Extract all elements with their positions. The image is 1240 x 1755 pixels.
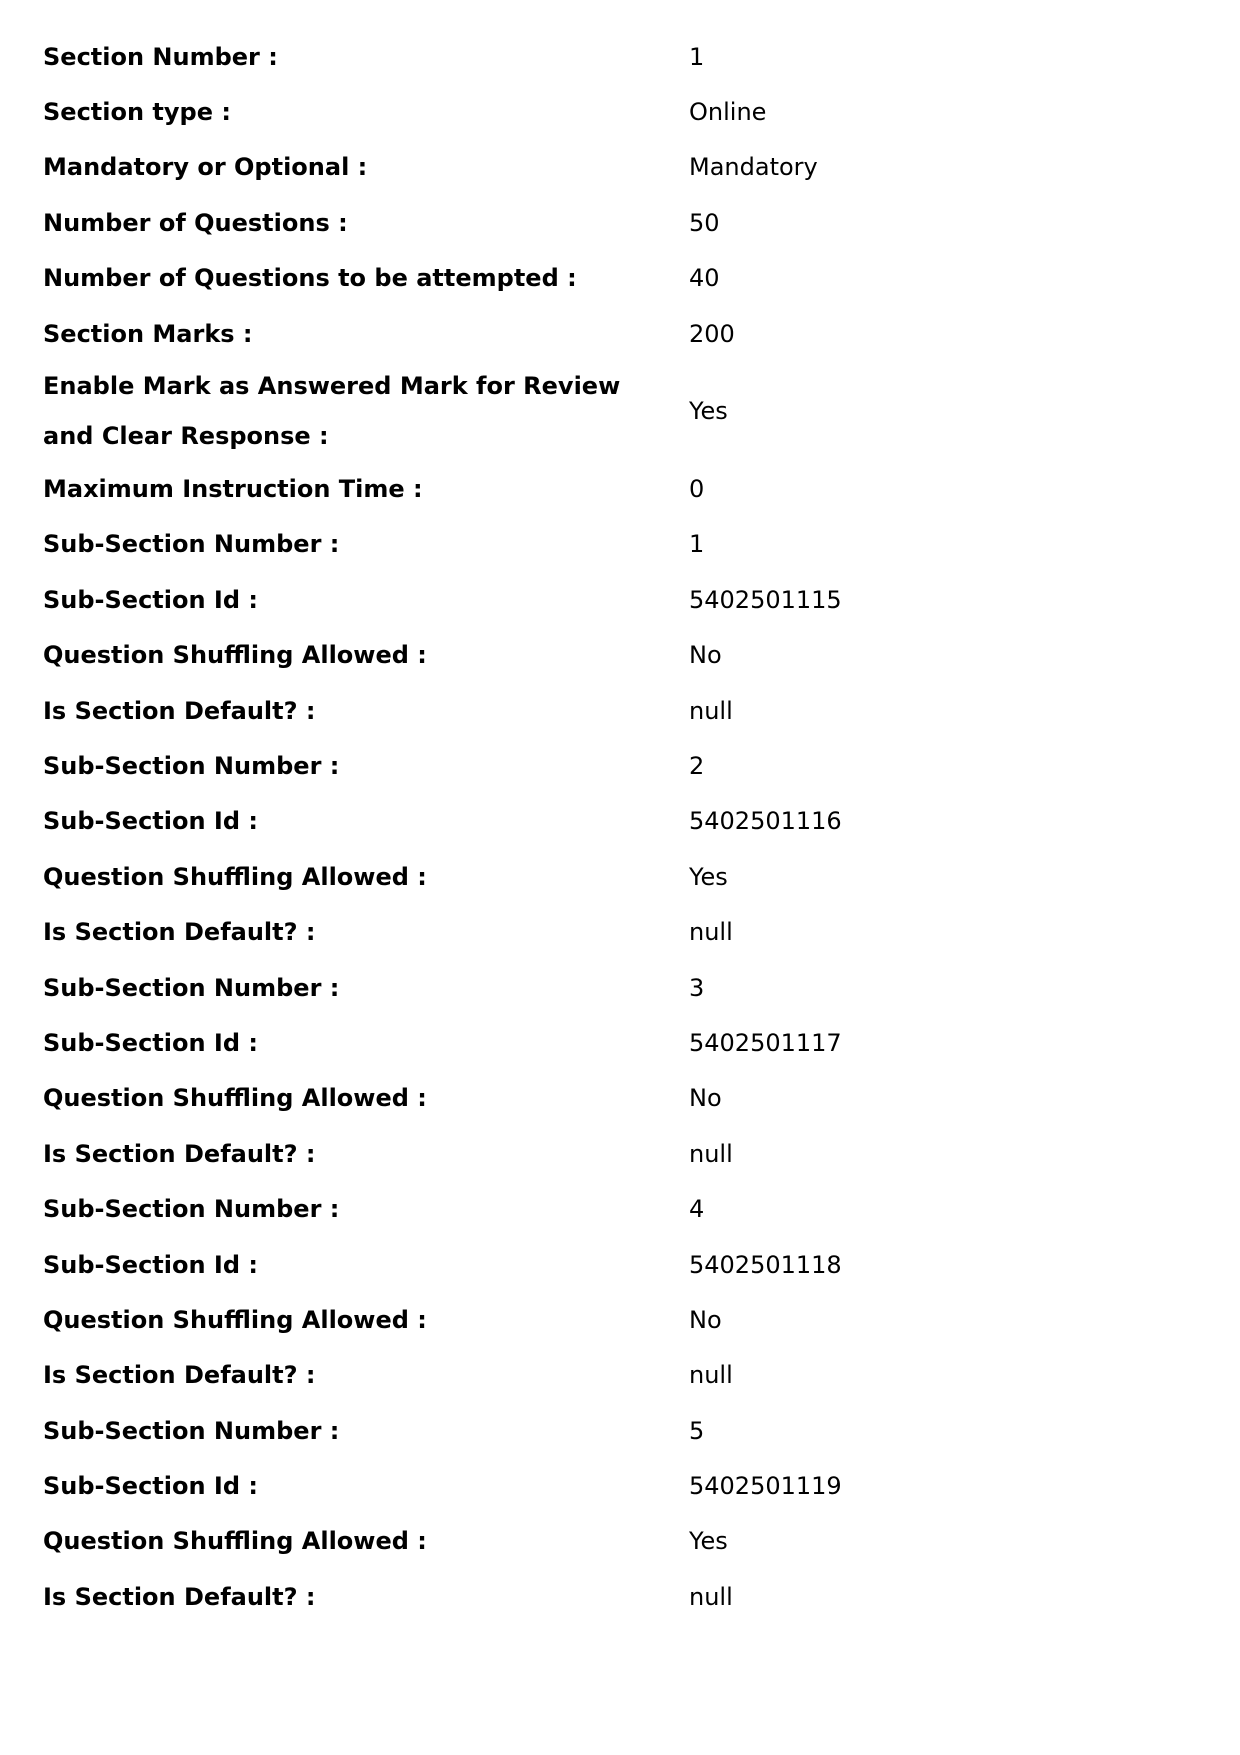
value: 1 bbox=[689, 530, 705, 559]
label: Mandatory or Optional : bbox=[43, 153, 368, 182]
row-sub-section-number bbox=[43, 960, 1193, 1015]
value: 5402501117 bbox=[689, 1028, 842, 1057]
label: Sub-Section Id : bbox=[43, 1028, 258, 1057]
row-question-shuffling bbox=[43, 1514, 1193, 1569]
label: Section Number : bbox=[43, 42, 278, 71]
value: 3 bbox=[689, 973, 705, 1002]
value: 50 bbox=[689, 208, 720, 237]
value: 5 bbox=[689, 1416, 705, 1445]
value: 5402501116 bbox=[689, 807, 842, 836]
row-section-marks bbox=[43, 306, 1193, 361]
label: Is Section Default? : bbox=[43, 1139, 316, 1168]
label: Sub-Section Number : bbox=[43, 530, 340, 559]
label: Is Section Default? : bbox=[43, 918, 316, 947]
value: 200 bbox=[689, 319, 735, 348]
label: Maximum Instruction Time : bbox=[43, 475, 423, 504]
section-details-table bbox=[43, 29, 1193, 1625]
label: Sub-Section Number : bbox=[43, 751, 340, 780]
label: Question Shuffling Allowed : bbox=[43, 1305, 427, 1334]
row-sub-section-id bbox=[43, 1237, 1193, 1292]
value: 2 bbox=[689, 751, 705, 780]
row-enable-mark-as-answered bbox=[43, 361, 1193, 461]
row-question-shuffling bbox=[43, 628, 1193, 683]
row-sub-section-number bbox=[43, 1181, 1193, 1236]
row-sub-section-id bbox=[43, 1015, 1193, 1070]
value: 5402501118 bbox=[689, 1250, 842, 1279]
label: Sub-Section Number : bbox=[43, 1195, 340, 1224]
row-sub-section-number bbox=[43, 517, 1193, 572]
row-mandatory-or-optional bbox=[43, 140, 1193, 195]
value: No bbox=[689, 1305, 722, 1334]
label: Number of Questions : bbox=[43, 208, 348, 237]
row-section-type bbox=[43, 84, 1193, 139]
row-section-number bbox=[43, 29, 1193, 84]
label: Is Section Default? : bbox=[43, 1582, 316, 1611]
value: Yes bbox=[689, 862, 728, 891]
row-question-shuffling bbox=[43, 849, 1193, 904]
label: Number of Questions to be attempted : bbox=[43, 264, 577, 293]
label: Sub-Section Number : bbox=[43, 1416, 340, 1445]
label: Is Section Default? : bbox=[43, 696, 316, 725]
value: null bbox=[689, 1582, 733, 1611]
row-sub-section-id bbox=[43, 1458, 1193, 1513]
value: No bbox=[689, 1084, 722, 1113]
label: Enable Mark as Answered Mark for Review and Clear Response : bbox=[43, 372, 621, 451]
value: 0 bbox=[689, 475, 705, 504]
label: Section type : bbox=[43, 98, 231, 127]
value: 1 bbox=[689, 42, 705, 71]
label: Question Shuffling Allowed : bbox=[43, 641, 427, 670]
label: Sub-Section Number : bbox=[43, 973, 340, 1002]
value: null bbox=[689, 918, 733, 947]
row-question-shuffling bbox=[43, 1292, 1193, 1347]
label: Section Marks : bbox=[43, 319, 253, 348]
label: Sub-Section Id : bbox=[43, 1250, 258, 1279]
row-is-section-default bbox=[43, 904, 1193, 959]
row-max-instruction-time bbox=[43, 461, 1193, 516]
value: 4 bbox=[689, 1195, 705, 1224]
value: null bbox=[689, 696, 733, 725]
value: 5402501115 bbox=[689, 585, 842, 614]
value: 40 bbox=[689, 264, 720, 293]
label: Is Section Default? : bbox=[43, 1361, 316, 1390]
label: Question Shuffling Allowed : bbox=[43, 1084, 427, 1113]
row-is-section-default bbox=[43, 1569, 1193, 1624]
value: No bbox=[689, 641, 722, 670]
value: 5402501119 bbox=[689, 1472, 842, 1501]
row-question-shuffling bbox=[43, 1071, 1193, 1126]
value: Yes bbox=[689, 1527, 728, 1556]
row-sub-section-id bbox=[43, 794, 1193, 849]
row-sub-section-id bbox=[43, 572, 1193, 627]
value: null bbox=[689, 1361, 733, 1390]
row-questions-to-attempt bbox=[43, 251, 1193, 306]
label: Question Shuffling Allowed : bbox=[43, 862, 427, 891]
label: Question Shuffling Allowed : bbox=[43, 1527, 427, 1556]
row-sub-section-number bbox=[43, 738, 1193, 793]
label: Sub-Section Id : bbox=[43, 1472, 258, 1501]
value: Yes bbox=[689, 397, 728, 426]
row-is-section-default bbox=[43, 683, 1193, 738]
value: Online bbox=[689, 98, 767, 127]
value: null bbox=[689, 1139, 733, 1168]
row-is-section-default bbox=[43, 1126, 1193, 1181]
row-sub-section-number bbox=[43, 1403, 1193, 1458]
value: Mandatory bbox=[689, 153, 818, 182]
label: Sub-Section Id : bbox=[43, 807, 258, 836]
label: Sub-Section Id : bbox=[43, 585, 258, 614]
row-is-section-default bbox=[43, 1348, 1193, 1403]
row-number-of-questions bbox=[43, 195, 1193, 250]
